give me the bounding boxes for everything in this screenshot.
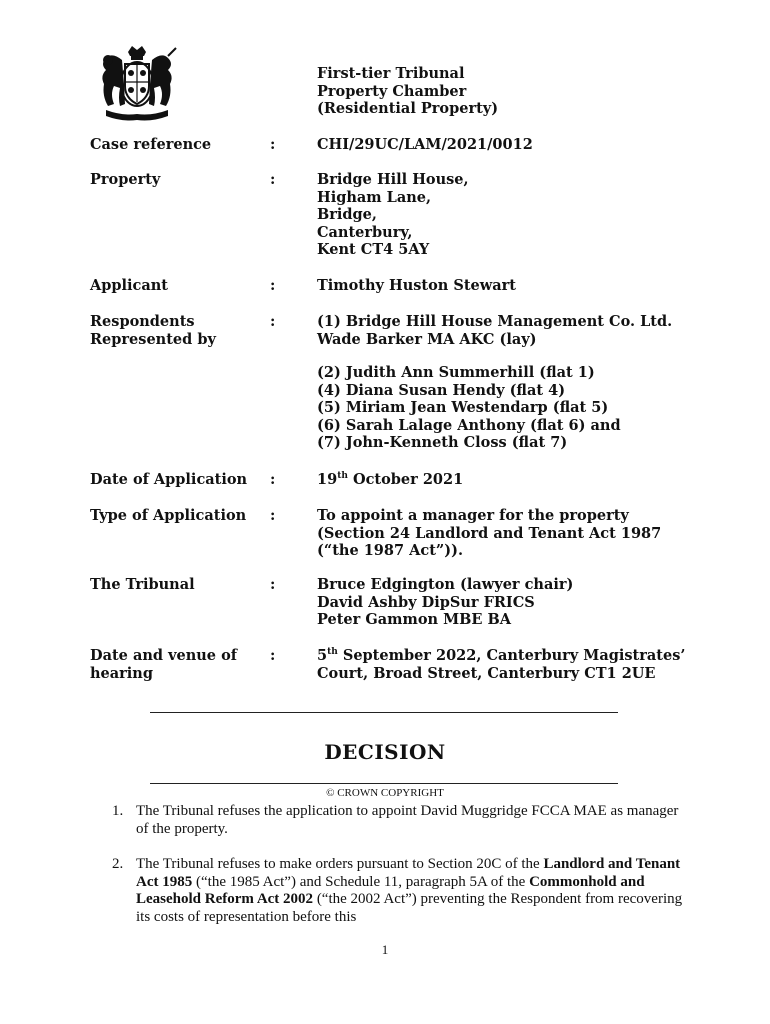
address-line: Kent CT4 5AY xyxy=(317,241,430,258)
colon: : xyxy=(270,313,276,330)
case-reference-label: Case reference xyxy=(90,136,212,153)
type-of-application-label: Type of Application xyxy=(90,507,247,524)
ordinal-suffix: th xyxy=(327,647,338,658)
address-line: Higham Lane, xyxy=(317,188,432,206)
respondent-item: (6) Sarah Lalage Anthony (flat 6) and xyxy=(317,416,621,434)
hearing-label xyxy=(90,647,237,682)
hearing-date-venue: September 2022, Canterbury Magistrates’ xyxy=(337,647,686,664)
hearing-label-line: Date and venue of xyxy=(90,647,237,664)
type-line: To appoint a manager for the property xyxy=(317,507,629,524)
tribunal-member: Bruce Edgington (lawyer chair) xyxy=(317,576,574,593)
divider-top xyxy=(150,712,618,713)
date-of-application-value xyxy=(317,471,463,489)
text-run: The Tribunal refuses to make orders pursuant to Section 20C of the xyxy=(136,856,544,872)
respondent-item: (7) John-Kenneth Closs (flat 7) xyxy=(317,434,568,451)
tribunal-member: David Ashby DipSur FRICS xyxy=(317,593,535,611)
hearing-line-1 xyxy=(317,647,685,665)
colon: : xyxy=(270,576,276,593)
hearing-line-2: Court, Broad Street, Canterbury CT1 2UE xyxy=(317,664,656,682)
paragraph-text: The Tribunal refuses the application to appoint David Muggridge FCCA MAE as manager of the property. xyxy=(136,803,679,837)
header-line-3: (Residential Property) xyxy=(317,100,499,117)
colon: : xyxy=(270,471,276,488)
crown-copyright: © CROWN COPYRIGHT xyxy=(326,787,444,799)
colon: : xyxy=(270,171,276,188)
case-reference-value: CHI/29UC/LAM/2021/0012 xyxy=(317,136,533,153)
ordinal-suffix: th xyxy=(337,471,348,482)
represented-by-label: Represented by xyxy=(90,330,216,348)
respondent-item: (4) Diana Susan Hendy (flat 4) xyxy=(317,381,566,399)
paragraph-number: 1. xyxy=(112,803,124,819)
day: 19 xyxy=(317,471,338,488)
day: 5 xyxy=(317,647,328,664)
colon: : xyxy=(270,277,276,294)
type-line: (Section 24 Landlord and Tenant Act 1987 xyxy=(317,524,662,542)
colon: : xyxy=(270,507,276,524)
respondent-item: (2) Judith Ann Summerhill (flat 1) xyxy=(317,364,595,381)
representative: Wade Barker MA AKC (lay) xyxy=(317,330,537,348)
type-line: (“the 1987 Act”)). xyxy=(317,542,464,559)
tribunal-member: Peter Gammon MBE BA xyxy=(317,611,511,628)
header-line-1: First-tier Tribunal xyxy=(317,65,465,82)
page-number: 1 xyxy=(381,942,389,957)
address-line: Bridge Hill House, xyxy=(317,171,469,188)
property-address xyxy=(317,171,469,259)
spacer xyxy=(317,348,672,364)
colon: : xyxy=(270,136,276,153)
paragraph-number: 2. xyxy=(112,856,124,872)
header-line-2: Property Chamber xyxy=(317,82,467,100)
divider-bottom xyxy=(150,783,618,784)
decision-heading: DECISION xyxy=(324,740,446,764)
royal-coat-of-arms-icon xyxy=(92,44,182,124)
respondents-label-line: Respondents xyxy=(90,313,195,330)
paragraph-text xyxy=(136,856,686,926)
hearing-label-line: hearing xyxy=(90,664,153,682)
colon: : xyxy=(270,647,276,664)
month-year: October 2021 xyxy=(347,471,464,488)
type-of-application-value xyxy=(317,507,661,560)
tribunal-members xyxy=(317,576,573,629)
property-label: Property xyxy=(90,171,161,188)
address-line: Canterbury, xyxy=(317,223,413,241)
act-name-1985: Landlord and Tenant Act 1985 xyxy=(136,856,681,890)
respondent-item: (5) Miriam Jean Westendarp (flat 5) xyxy=(317,399,609,416)
respondents-label xyxy=(90,313,216,348)
date-of-application-label: Date of Application xyxy=(90,471,248,488)
respondent-1: (1) Bridge Hill House Management Co. Ltd. xyxy=(317,313,673,330)
tribunal-header xyxy=(317,65,498,118)
act-name-2002: Commonhold and Leasehold Reform Act 2002 xyxy=(136,873,645,907)
text-run: (“the 1985 Act”) and Schedule 11, paragraph 5A of the xyxy=(192,873,530,890)
applicant-value: Timothy Huston Stewart xyxy=(317,277,516,294)
hearing-value xyxy=(317,647,685,682)
tribunal-label: The Tribunal xyxy=(90,576,195,593)
respondents-value xyxy=(317,313,672,452)
text-run: (“the 2002 Act”) preventing the Respondent from recovering its costs of representation before this xyxy=(136,891,683,925)
address-line: Bridge, xyxy=(317,206,377,223)
applicant-label: Applicant xyxy=(90,277,169,294)
